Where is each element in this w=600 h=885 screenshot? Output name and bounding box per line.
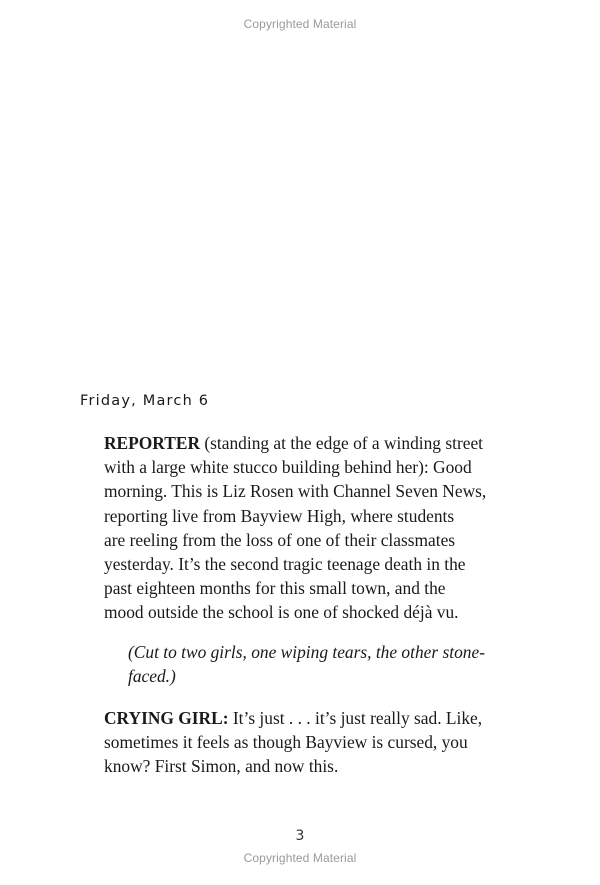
text-line: morning. This is Liz Rosen with Channel Seven News, <box>104 481 487 502</box>
text-line: are reeling from the loss of one of their classmates <box>104 529 456 550</box>
text-line: sometimes it feels as though Bayview is cursed, you <box>104 732 468 753</box>
crying-girl-paragraph <box>104 706 504 779</box>
speaker-name: CRYING GIRL: <box>104 708 229 728</box>
text-line-content: It’s just . . . it’s just really sad. Like, <box>228 708 483 728</box>
page-number: 3 <box>295 828 305 844</box>
text-line <box>104 431 504 455</box>
stage-direction <box>128 640 488 688</box>
text-line: faced.) <box>128 666 176 687</box>
text-line: with a large white stucco building behind her): Good <box>104 457 472 478</box>
copyright-watermark-top: Copyrighted Material <box>243 17 357 31</box>
text-line: past eighteen months for this small town, and the <box>104 578 446 599</box>
text-line <box>104 706 504 730</box>
speaker-name: REPORTER <box>104 433 201 453</box>
chapter-date-heading: Friday, March 6 <box>80 393 210 409</box>
copyright-watermark-bottom: Copyrighted Material <box>243 851 357 865</box>
text-line: know? First Simon, and now this. <box>104 756 339 777</box>
text-line: yesterday. It’s the second tragic teenage death in the <box>104 554 466 575</box>
text-line-content: (standing at the edge of a winding street <box>200 433 484 453</box>
reporter-paragraph <box>104 431 504 625</box>
text-line: (Cut to two girls, one wiping tears, the other stone- <box>128 642 485 662</box>
text-line: reporting live from Bayview High, where students <box>104 505 455 526</box>
text-line: mood outside the school is one of shocked déjà vu. <box>104 602 459 623</box>
